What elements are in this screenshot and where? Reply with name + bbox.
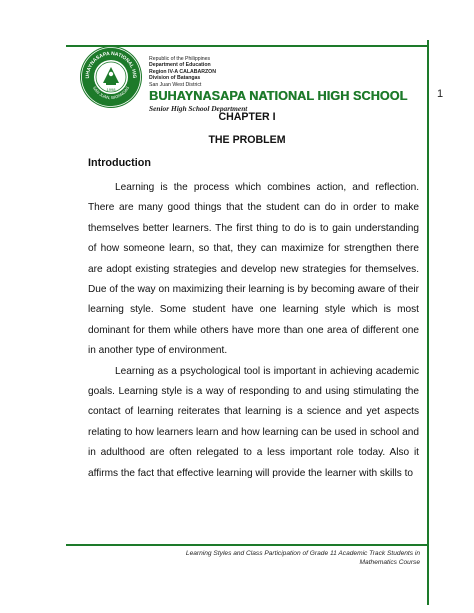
margin-rule bbox=[427, 40, 429, 605]
paragraph: Learning is the process which combines action, and reflection. There are many good things that the student can do in order to make themselves better learners. The first thing to do is to gain understanding of how someone learn, so that, they can maximize for strengthen there are adopt existing strategies and develop new strategies for themselves. Due of the way on maximizing their learning is by becoming aware of their learning style. Some student have one learning style which is most dominant for them while others have more than one area of different one in another type of environment. bbox=[88, 182, 419, 357]
letterhead-department: Department of Education bbox=[149, 62, 211, 69]
seal-top-text: UHAYNASAPA NATIONAL HIG bbox=[84, 50, 138, 79]
footer-line: Mathematics Course bbox=[359, 559, 420, 567]
chapter-label: CHAPTER I bbox=[218, 111, 276, 123]
section-heading: Introduction bbox=[88, 157, 151, 169]
body-text bbox=[88, 178, 419, 484]
school-department: Senior High School Department bbox=[149, 104, 248, 114]
footer-rule bbox=[66, 544, 428, 546]
letterhead-republic: Republic of the Philippines bbox=[149, 56, 211, 62]
page-number: 1 bbox=[437, 88, 444, 100]
school-name: BUHAYNASAPA NATIONAL HIGH SCHOOL bbox=[149, 89, 408, 104]
letterhead-division: Division of Batangas bbox=[149, 75, 201, 82]
footer-text bbox=[100, 549, 420, 568]
seal-year: 1998 bbox=[106, 87, 116, 92]
letterhead-region: Region IV-A CALABARZON bbox=[149, 68, 216, 75]
school-seal-icon bbox=[79, 45, 143, 109]
letterhead bbox=[149, 56, 424, 113]
chapter-title: THE PROBLEM bbox=[208, 134, 286, 146]
footer-line: Learning Styles and Class Participation of Grade 11 Academic Track Students in bbox=[185, 550, 420, 557]
letterhead-district: San Juan West District bbox=[149, 81, 202, 88]
seal-bottom-text: SAN JUAN, BATANGAS bbox=[91, 85, 131, 101]
paragraph: Learning as a psychological tool is important in achieving academic goals. Learning style is a way of responding to and using stimulating the contact of learning reiterates that learning is a science and yet aspects relating to how learners learn and how learning can be used in school and in adulthood are often relegated to a less important role today. Also it affirms the fact that effective learning will provide the learner with skills to bbox=[88, 365, 419, 479]
